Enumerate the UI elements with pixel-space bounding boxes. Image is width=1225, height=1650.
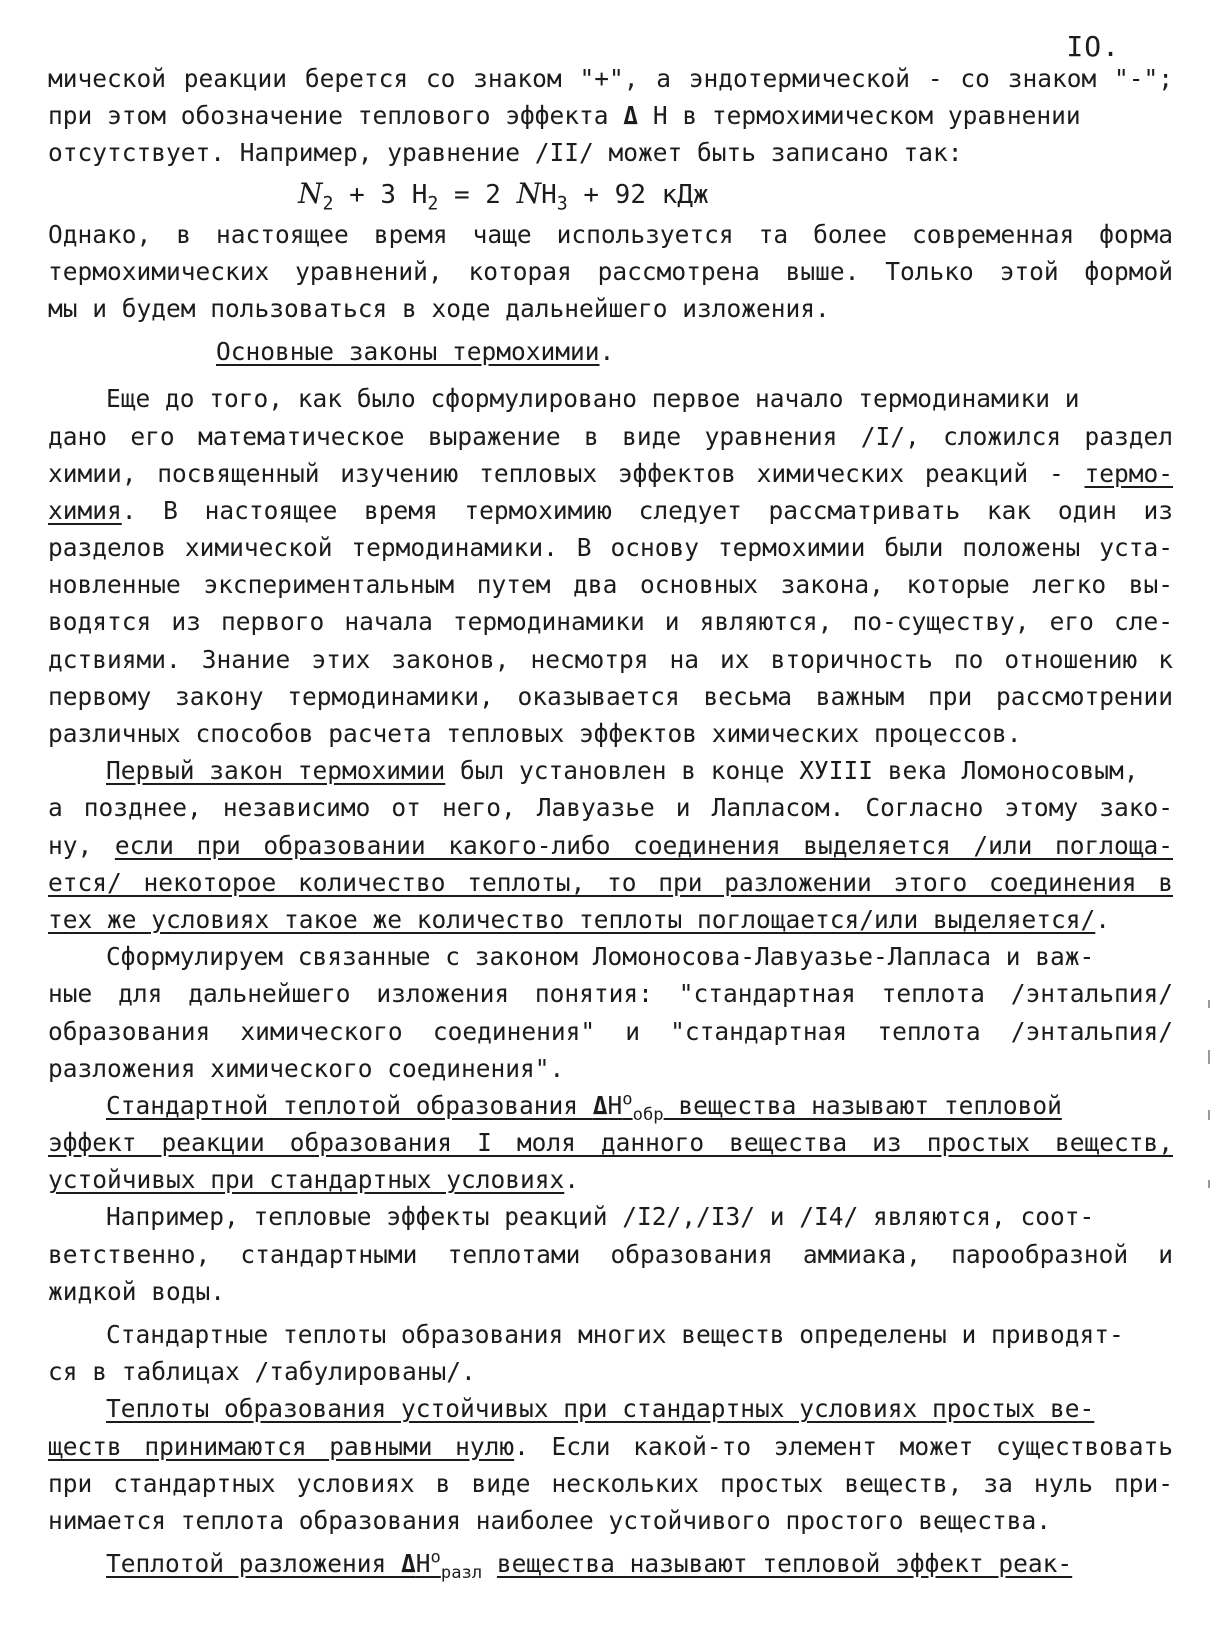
text-span: Н в термохимическом уравнении: [652, 101, 1081, 131]
text-span: при этом обозначение теплового эффекта: [48, 101, 609, 131]
delta-symbol: Δ: [623, 101, 639, 131]
text-span: ну,: [48, 830, 115, 860]
text-line: [48, 1087, 1173, 1124]
text-line: [48, 603, 1173, 640]
subscript: 2: [427, 192, 439, 214]
text-line: [48, 529, 1173, 566]
text-span: дствиями. Знание этих законов, несмотря на их вторичность по отношению к: [48, 644, 1173, 674]
text-line: [48, 134, 1173, 171]
text-span: а позднее, независимо от него, Лавуазье и Лапласом. Согласно этому зако-: [48, 793, 1173, 823]
term-underlined: химия: [48, 495, 122, 525]
text-line: [48, 1124, 1173, 1161]
text-line: [48, 492, 1173, 529]
equation-part: + 92 кДж: [567, 179, 709, 210]
text-line: [48, 752, 1173, 789]
text-line: [48, 827, 1173, 864]
text-span: водятся из первого начала термодинамики и являются, по-существу, его сле-: [48, 607, 1173, 637]
text-line: [48, 253, 1173, 290]
enthalpy-symbol: H: [607, 1090, 623, 1120]
definition-text: вещества называют тепловой эффект реак-: [496, 1549, 1073, 1579]
text-line: [48, 864, 1173, 901]
text-span: .: [564, 1165, 580, 1195]
text-line: [48, 1050, 1173, 1087]
text-span: ветственно, стандартными теплотами образования аммиака, парообразной и: [48, 1239, 1173, 1269]
text-line: [48, 901, 1173, 938]
heading-period: .: [599, 337, 615, 367]
text-line: [48, 1236, 1173, 1273]
subscript: разл: [440, 1563, 483, 1584]
text-span: термохимических уравнений, которая рассмотрена выше. Только этой формой: [48, 256, 1173, 286]
equation-part: H: [541, 179, 557, 210]
definition-text: устойчивых при стандартных условиях: [48, 1165, 565, 1195]
text-span: . В настоящее время термохимию следует рассматривать как один из: [121, 495, 1173, 525]
page-number: IO.: [1066, 30, 1120, 63]
superscript: o: [622, 1089, 633, 1110]
law-statement: если при образовании какого-либо соединения выделяется /или поглоща-: [114, 830, 1173, 860]
text-line: [48, 938, 1173, 975]
text-line: [48, 60, 1173, 97]
text-span: Однако, в настоящее время чаще используется та более современная форма: [48, 219, 1173, 249]
subscript: обр: [632, 1104, 664, 1125]
text-span: нимается теплота образования наиболее устойчивого простого вещества.: [48, 1505, 1052, 1535]
nitrogen-symbol: N: [516, 176, 542, 210]
equation-part: + 3 H: [333, 179, 428, 210]
text-line: [48, 1316, 1173, 1353]
enthalpy-symbol: H: [415, 1549, 431, 1579]
law-statement: ется/ некоторое количество теплоты, то при разложении этого соединения в: [48, 867, 1173, 897]
text-span: Например, тепловые эффекты реакций /I2/,/I3/ и /I4/ являются, соот-: [106, 1202, 1095, 1232]
text-line: [48, 97, 1173, 134]
text-line: [48, 715, 1173, 752]
heading-text: Основные законы термохимии: [216, 337, 600, 367]
text-span: первому закону термодинамики, оказывается весьма важным при рассмотрении: [48, 681, 1173, 711]
equation: [48, 172, 1173, 216]
text-line: [48, 1013, 1173, 1050]
scan-mark: [1208, 1110, 1210, 1120]
nitrogen-symbol: N: [298, 176, 323, 210]
text-span: химии, посвященный изучению тепловых эффектов химических реакций -: [48, 458, 1085, 488]
term-underlined: термо-: [1084, 458, 1173, 488]
superscript: o: [430, 1547, 441, 1568]
scan-mark: [1208, 1000, 1210, 1008]
text-span: разделов химической термодинамики. В основу термохимии были положены уста-: [48, 533, 1173, 563]
text-line: [48, 566, 1173, 603]
scan-mark: [1208, 1180, 1210, 1188]
text-line: [48, 1161, 1173, 1198]
text-line: [48, 975, 1173, 1012]
text-span: разложения химического соединения".: [48, 1053, 565, 1083]
text-line: [48, 1545, 1173, 1582]
subscript: 3: [556, 192, 568, 214]
delta-symbol: Δ: [401, 1549, 416, 1579]
text-span: мы и будем пользоваться в ходе дальнейшего изложения.: [48, 293, 830, 323]
text-line: [48, 418, 1173, 455]
text-line: [48, 1465, 1173, 1502]
rule-statement: Теплоты образования устойчивых при стандартных условиях простых ве-: [106, 1394, 1095, 1424]
text-line: [48, 1273, 1173, 1310]
text-span: .: [1095, 904, 1111, 934]
section-heading: [48, 333, 1173, 370]
text-span: при стандартных условиях в виде нескольких простых веществ, за нуль при-: [48, 1468, 1173, 1498]
text-span: мической реакции берется со знаком "+", а эндотермической - со знаком "-";: [48, 64, 1173, 93]
text-span: новленные экспериментальным путем два основных закона, которые легко вы-: [48, 570, 1173, 600]
law-statement: тех же условиях такое же количество теплоты поглощается/или выделяется/: [48, 904, 1096, 934]
text-span: . Если какой-то элемент может существовать: [514, 1431, 1173, 1461]
text-span: дано его математическое выражение в виде уравнения /I/, сложился раздел: [48, 421, 1173, 451]
definition-term: [106, 1547, 483, 1584]
rule-statement: ществ принимаются равными нулю: [48, 1431, 515, 1461]
definition-text: эффект реакции образования I моля данного вещества из простых веществ,: [48, 1128, 1173, 1158]
text-line: [48, 455, 1173, 492]
text-span: Стандартной теплотой образования: [106, 1090, 593, 1120]
text-line: [48, 216, 1173, 253]
text-span: был установлен в конце ХУIII века Ломоносовым,: [445, 756, 1139, 786]
text-span: различных способов расчета тепловых эффектов химических процессов.: [48, 719, 1022, 748]
text-line: [48, 641, 1173, 678]
law-title: Первый закон термохимии: [106, 756, 446, 786]
text-line: [48, 1353, 1173, 1390]
text-line: [48, 1428, 1173, 1465]
text-line: [48, 380, 1173, 417]
definition-term: [106, 1089, 664, 1125]
text-span: Еще до того, как было сформулировано первое начало термодинамики и: [106, 384, 1080, 414]
scan-mark: [1208, 1050, 1210, 1064]
text-span: отсутствует. Например, уравнение /II/ может быть записано так:: [48, 138, 963, 168]
text-line: [48, 1390, 1173, 1427]
delta-symbol: Δ: [592, 1090, 608, 1120]
text-span: ные для дальнейшего изложения понятия: "стандартная теплота /энтальпия/: [48, 979, 1173, 1009]
body-text: [48, 60, 1173, 1582]
text-span: Стандартные теплоты образования многих веществ определены и приводят-: [106, 1320, 1124, 1349]
equation-part: = 2: [438, 179, 517, 210]
text-span: жидкой воды.: [48, 1276, 226, 1306]
subscript: 2: [322, 192, 334, 214]
text-line: [48, 1502, 1173, 1539]
definition-text: веществa называют тепловой: [663, 1090, 1062, 1120]
text-span: Теплотой разложения: [106, 1549, 402, 1579]
text-span: ся в таблицах /табулированы/.: [48, 1357, 476, 1387]
text-line: [48, 789, 1173, 826]
text-span: Сформулируем связанные с законом Ломоносова-Лавуазье-Лапласа и важ-: [106, 942, 1095, 972]
text-line: [48, 678, 1173, 715]
text-line: [48, 1198, 1173, 1235]
text-span: образования химического соединения" и "стандартная теплота /энтальпия/: [48, 1016, 1173, 1046]
text-line: [48, 290, 1173, 327]
